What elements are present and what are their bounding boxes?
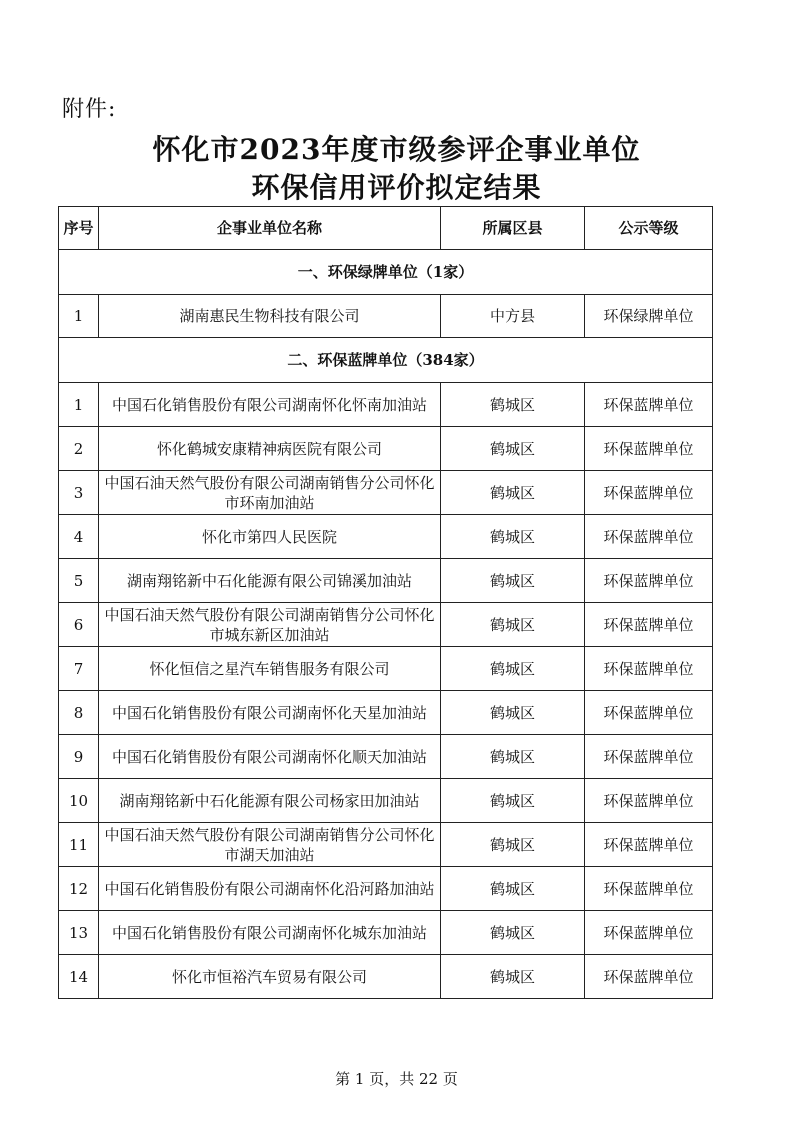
cell-unit-name: 中国石化销售股份有限公司湖南怀化顺天加油站 xyxy=(99,735,441,779)
cell-serial-number: 14 xyxy=(59,955,99,999)
cell-unit-name: 中国石油天然气股份有限公司湖南销售分公司怀化市城东新区加油站 xyxy=(99,603,441,647)
cell-rating-level: 环保绿牌单位 xyxy=(585,295,713,338)
cell-rating-level: 环保蓝牌单位 xyxy=(585,823,713,867)
cell-rating-level: 环保蓝牌单位 xyxy=(585,911,713,955)
cell-serial-number: 13 xyxy=(59,911,99,955)
table-row xyxy=(59,515,713,559)
cell-unit-name: 中国石化销售股份有限公司湖南怀化沿河路加油站 xyxy=(99,867,441,911)
cell-unit-name: 湖南翔铭新中石化能源有限公司杨家田加油站 xyxy=(99,779,441,823)
cell-unit-name: 怀化恒信之星汽车销售服务有限公司 xyxy=(99,647,441,691)
cell-rating-level: 环保蓝牌单位 xyxy=(585,427,713,471)
cell-county: 鹤城区 xyxy=(441,691,585,735)
attachment-label: 附件: xyxy=(62,97,117,122)
cell-unit-name: 怀化鹤城安康精神病医院有限公司 xyxy=(99,427,441,471)
cell-unit-name: 怀化市恒裕汽车贸易有限公司 xyxy=(99,955,441,999)
cell-county: 鹤城区 xyxy=(441,867,585,911)
cell-rating-level: 环保蓝牌单位 xyxy=(585,867,713,911)
table-row xyxy=(59,647,713,691)
cell-unit-name: 怀化市第四人民医院 xyxy=(99,515,441,559)
cell-serial-number: 10 xyxy=(59,779,99,823)
cell-serial-number: 12 xyxy=(59,867,99,911)
cell-serial-number: 11 xyxy=(59,823,99,867)
table-row xyxy=(59,427,713,471)
evaluation-result-table xyxy=(58,206,713,999)
cell-serial-number: 1 xyxy=(59,383,99,427)
cell-rating-level: 环保蓝牌单位 xyxy=(585,559,713,603)
cell-serial-number: 3 xyxy=(59,471,99,515)
cell-rating-level: 环保蓝牌单位 xyxy=(585,603,713,647)
cell-rating-level: 环保蓝牌单位 xyxy=(585,471,713,515)
cell-county: 鹤城区 xyxy=(441,515,585,559)
table-row xyxy=(59,911,713,955)
cell-rating-level: 环保蓝牌单位 xyxy=(585,691,713,735)
cell-county: 中方县 xyxy=(441,295,585,338)
cell-unit-name: 中国石化销售股份有限公司湖南怀化怀南加油站 xyxy=(99,383,441,427)
cell-county: 鹤城区 xyxy=(441,823,585,867)
table-row xyxy=(59,779,713,823)
cell-county: 鹤城区 xyxy=(441,911,585,955)
cell-serial-number: 4 xyxy=(59,515,99,559)
cell-county: 鹤城区 xyxy=(441,735,585,779)
cell-rating-level: 环保蓝牌单位 xyxy=(585,383,713,427)
table-row xyxy=(59,603,713,647)
document-title-line-2: 环保信用评价拟定结果 xyxy=(251,171,542,204)
cell-serial-number: 5 xyxy=(59,559,99,603)
table-row xyxy=(59,735,713,779)
table-header-row xyxy=(59,207,713,250)
table-row xyxy=(59,383,713,427)
section-heading: 二、环保蓝牌单位（384家） xyxy=(59,338,713,383)
table-row xyxy=(59,955,713,999)
cell-county: 鹤城区 xyxy=(441,647,585,691)
cell-county: 鹤城区 xyxy=(441,955,585,999)
header-serial-number: 序号 xyxy=(59,207,99,250)
cell-county: 鹤城区 xyxy=(441,427,585,471)
header-rating-level: 公示等级 xyxy=(585,207,713,250)
cell-serial-number: 2 xyxy=(59,427,99,471)
cell-county: 鹤城区 xyxy=(441,383,585,427)
cell-unit-name: 中国石油天然气股份有限公司湖南销售分公司怀化市湖天加油站 xyxy=(99,823,441,867)
cell-unit-name: 湖南惠民生物科技有限公司 xyxy=(99,295,441,338)
cell-county: 鹤城区 xyxy=(441,559,585,603)
cell-unit-name: 湖南翔铭新中石化能源有限公司锦溪加油站 xyxy=(99,559,441,603)
cell-rating-level: 环保蓝牌单位 xyxy=(585,515,713,559)
table-row xyxy=(59,823,713,867)
cell-serial-number: 6 xyxy=(59,603,99,647)
header-unit-name: 企事业单位名称 xyxy=(99,207,441,250)
cell-rating-level: 环保蓝牌单位 xyxy=(585,779,713,823)
cell-county: 鹤城区 xyxy=(441,603,585,647)
cell-rating-level: 环保蓝牌单位 xyxy=(585,647,713,691)
section-heading-row xyxy=(59,338,713,383)
table-row xyxy=(59,867,713,911)
cell-unit-name: 中国石化销售股份有限公司湖南怀化城东加油站 xyxy=(99,911,441,955)
cell-serial-number: 8 xyxy=(59,691,99,735)
cell-county: 鹤城区 xyxy=(441,471,585,515)
header-county: 所属区县 xyxy=(441,207,585,250)
table-row xyxy=(59,295,713,338)
table-row xyxy=(59,471,713,515)
page-number-footer: 第 1 页，共 22 页 xyxy=(335,1070,458,1088)
cell-rating-level: 环保蓝牌单位 xyxy=(585,735,713,779)
section-heading-row xyxy=(59,250,713,295)
cell-rating-level: 环保蓝牌单位 xyxy=(585,955,713,999)
cell-serial-number: 9 xyxy=(59,735,99,779)
cell-serial-number: 1 xyxy=(59,295,99,338)
table-body xyxy=(59,250,713,999)
cell-county: 鹤城区 xyxy=(441,779,585,823)
table-row xyxy=(59,691,713,735)
document-title-line-1: 怀化市2023年度市级参评企事业单位 xyxy=(152,133,641,166)
cell-unit-name: 中国石化销售股份有限公司湖南怀化天星加油站 xyxy=(99,691,441,735)
cell-serial-number: 7 xyxy=(59,647,99,691)
cell-unit-name: 中国石油天然气股份有限公司湖南销售分公司怀化市环南加油站 xyxy=(99,471,441,515)
section-heading: 一、环保绿牌单位（1家） xyxy=(59,250,713,295)
table-row xyxy=(59,559,713,603)
